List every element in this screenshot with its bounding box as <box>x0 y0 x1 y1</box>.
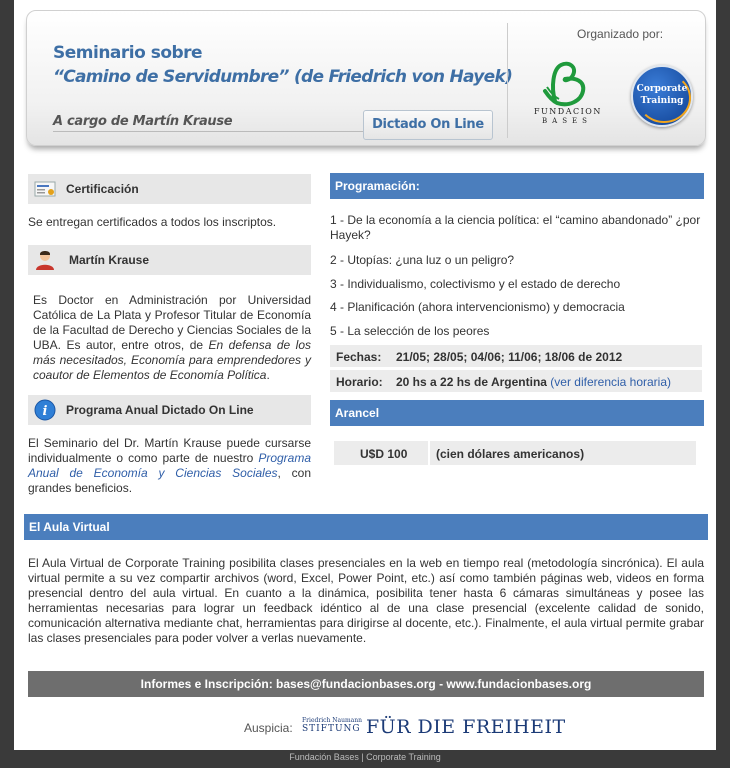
certificacion-text: Se entregan certificados a todos los inscriptos. <box>28 215 277 229</box>
svg-text:i: i <box>42 404 48 419</box>
programacion-header: Programación: <box>330 173 704 199</box>
bio-end: . <box>266 368 270 382</box>
title-line-2: “Camino de Servidumbre” (de Friedrich von Hayek) <box>53 67 513 87</box>
horario-row <box>330 370 702 392</box>
info-icon <box>34 399 56 421</box>
bio-books: En defensa de los más necesitados, Economía para emprendedores y coautor de Elementos de Economía Política <box>33 338 311 382</box>
certificate-icon <box>34 180 56 198</box>
logo-text-corporate: Corporate <box>636 84 688 94</box>
fechas-row <box>330 345 702 367</box>
instructor-header <box>28 245 311 275</box>
fechas-value: 21/05; 28/05; 04/06; 11/06; 18/06 de 2012 <box>396 350 623 364</box>
auspicia-label: Auspicia: <box>244 721 293 735</box>
program-item-3: 3 - Individualismo, colectivismo y el estado de derecho <box>330 277 621 291</box>
programa-text: El Seminario del Dr. Martín Krause puede cursarse individualmente o como parte de nuestro <box>28 436 311 465</box>
corporate-training-logo <box>631 65 693 127</box>
bio-text: Es Doctor en Administración por Universidad Católica de La Plata y Profesor Titular de Economía de la Facultad de Derecho y Ciencias Sociales de la UBA. Es autor, entre otros, de <box>33 293 311 352</box>
horario-text: 20 hs a 22 hs de Argentina <box>396 375 547 389</box>
program-item-4: 4 - Planificación (ahora intervencionismo) y democracia <box>330 300 625 314</box>
person-icon <box>34 249 56 271</box>
byline: A cargo de Martín Krause <box>53 114 233 129</box>
organized-by-label: Organizado por: <box>577 27 664 41</box>
price-row <box>334 441 696 465</box>
programa-anual-title: Programa Anual Dictado On Line <box>66 403 254 417</box>
sponsor-strip <box>28 714 704 740</box>
instructor-title: Martín Krause <box>69 253 150 267</box>
naumann-logo-small <box>302 717 362 735</box>
programa-anual-header <box>28 395 311 425</box>
title-line-1: Seminario sobre <box>53 43 203 63</box>
naumann-name: Friedrich Naumann <box>302 717 362 724</box>
horario-label: Horario: <box>336 375 383 389</box>
contact-bar[interactable]: Informes e Inscripción: bases@fundacionbases.org - www.fundacionbases.org <box>28 671 704 697</box>
byline-underline <box>53 131 363 132</box>
price-divider <box>428 441 430 465</box>
certificacion-title: Certificación <box>66 182 139 196</box>
header-divider <box>507 23 508 138</box>
program-item-1: 1 - De la economía a la ciencia política: el “camino abandonado” ¿por Hayek? <box>330 213 701 242</box>
fur-die-freiheit-logo: FÜR DIE FREIHEIT <box>366 716 566 738</box>
price-value: U$D 100 <box>360 447 408 461</box>
programa-text-end: , con grandes beneficios. <box>28 466 311 495</box>
program-item-5: 5 - La selección de los peores <box>330 324 490 338</box>
aula-virtual-header: El Aula Virtual <box>24 514 708 540</box>
price-text: (cien dólares americanos) <box>436 447 585 461</box>
logo-text-training: Training <box>640 96 684 106</box>
aula-virtual-text: El Aula Virtual de Corporate Training posibilita clases presenciales en la web en tiempo real (metodología sincrónica). El aula virtual permite a su vez compartir archivos (word, Excel, Power Point, etc.) así como también páginas web, videos en forma presencial dentro del aula virtual. En cuanto a la dinámica, posibilita tener hasta 6 cámaras simultáneas y posee las herramientas necesarias para lograr un feedback idéntico al de una clase presencial (excelente calidad de sonido, comunicación alternativa mediante chat, herramientas para dirigirse al docente, etc.). Finalmente, el aula virtual permite grabar las clases presenciales para poder volver a verlas nuevamente. <box>28 556 704 645</box>
programa-anual-link[interactable]: Programa Anual de Economía y Ciencias Sociales <box>28 451 311 480</box>
fundacion-logo-text: FUNDACION <box>534 107 602 116</box>
instructor-bio <box>33 293 311 383</box>
newsletter-page <box>14 0 716 750</box>
arancel-header: Arancel <box>330 400 704 426</box>
certificacion-header <box>28 174 311 204</box>
header-panel <box>26 10 706 146</box>
time-difference-link[interactable]: (ver diferencia horaria) <box>550 375 672 389</box>
horario-value <box>396 375 671 389</box>
online-button[interactable]: Dictado On Line <box>363 110 493 140</box>
bases-logo-text: BASES <box>542 117 592 125</box>
programa-anual-text <box>28 436 311 496</box>
program-item-2: 2 - Utopías: ¿una luz o un peligro? <box>330 253 515 267</box>
fechas-label: Fechas: <box>336 350 382 364</box>
footer-text: Fundación Bases | Corporate Training <box>289 752 441 762</box>
stiftung-text: STIFTUNG <box>302 724 361 734</box>
